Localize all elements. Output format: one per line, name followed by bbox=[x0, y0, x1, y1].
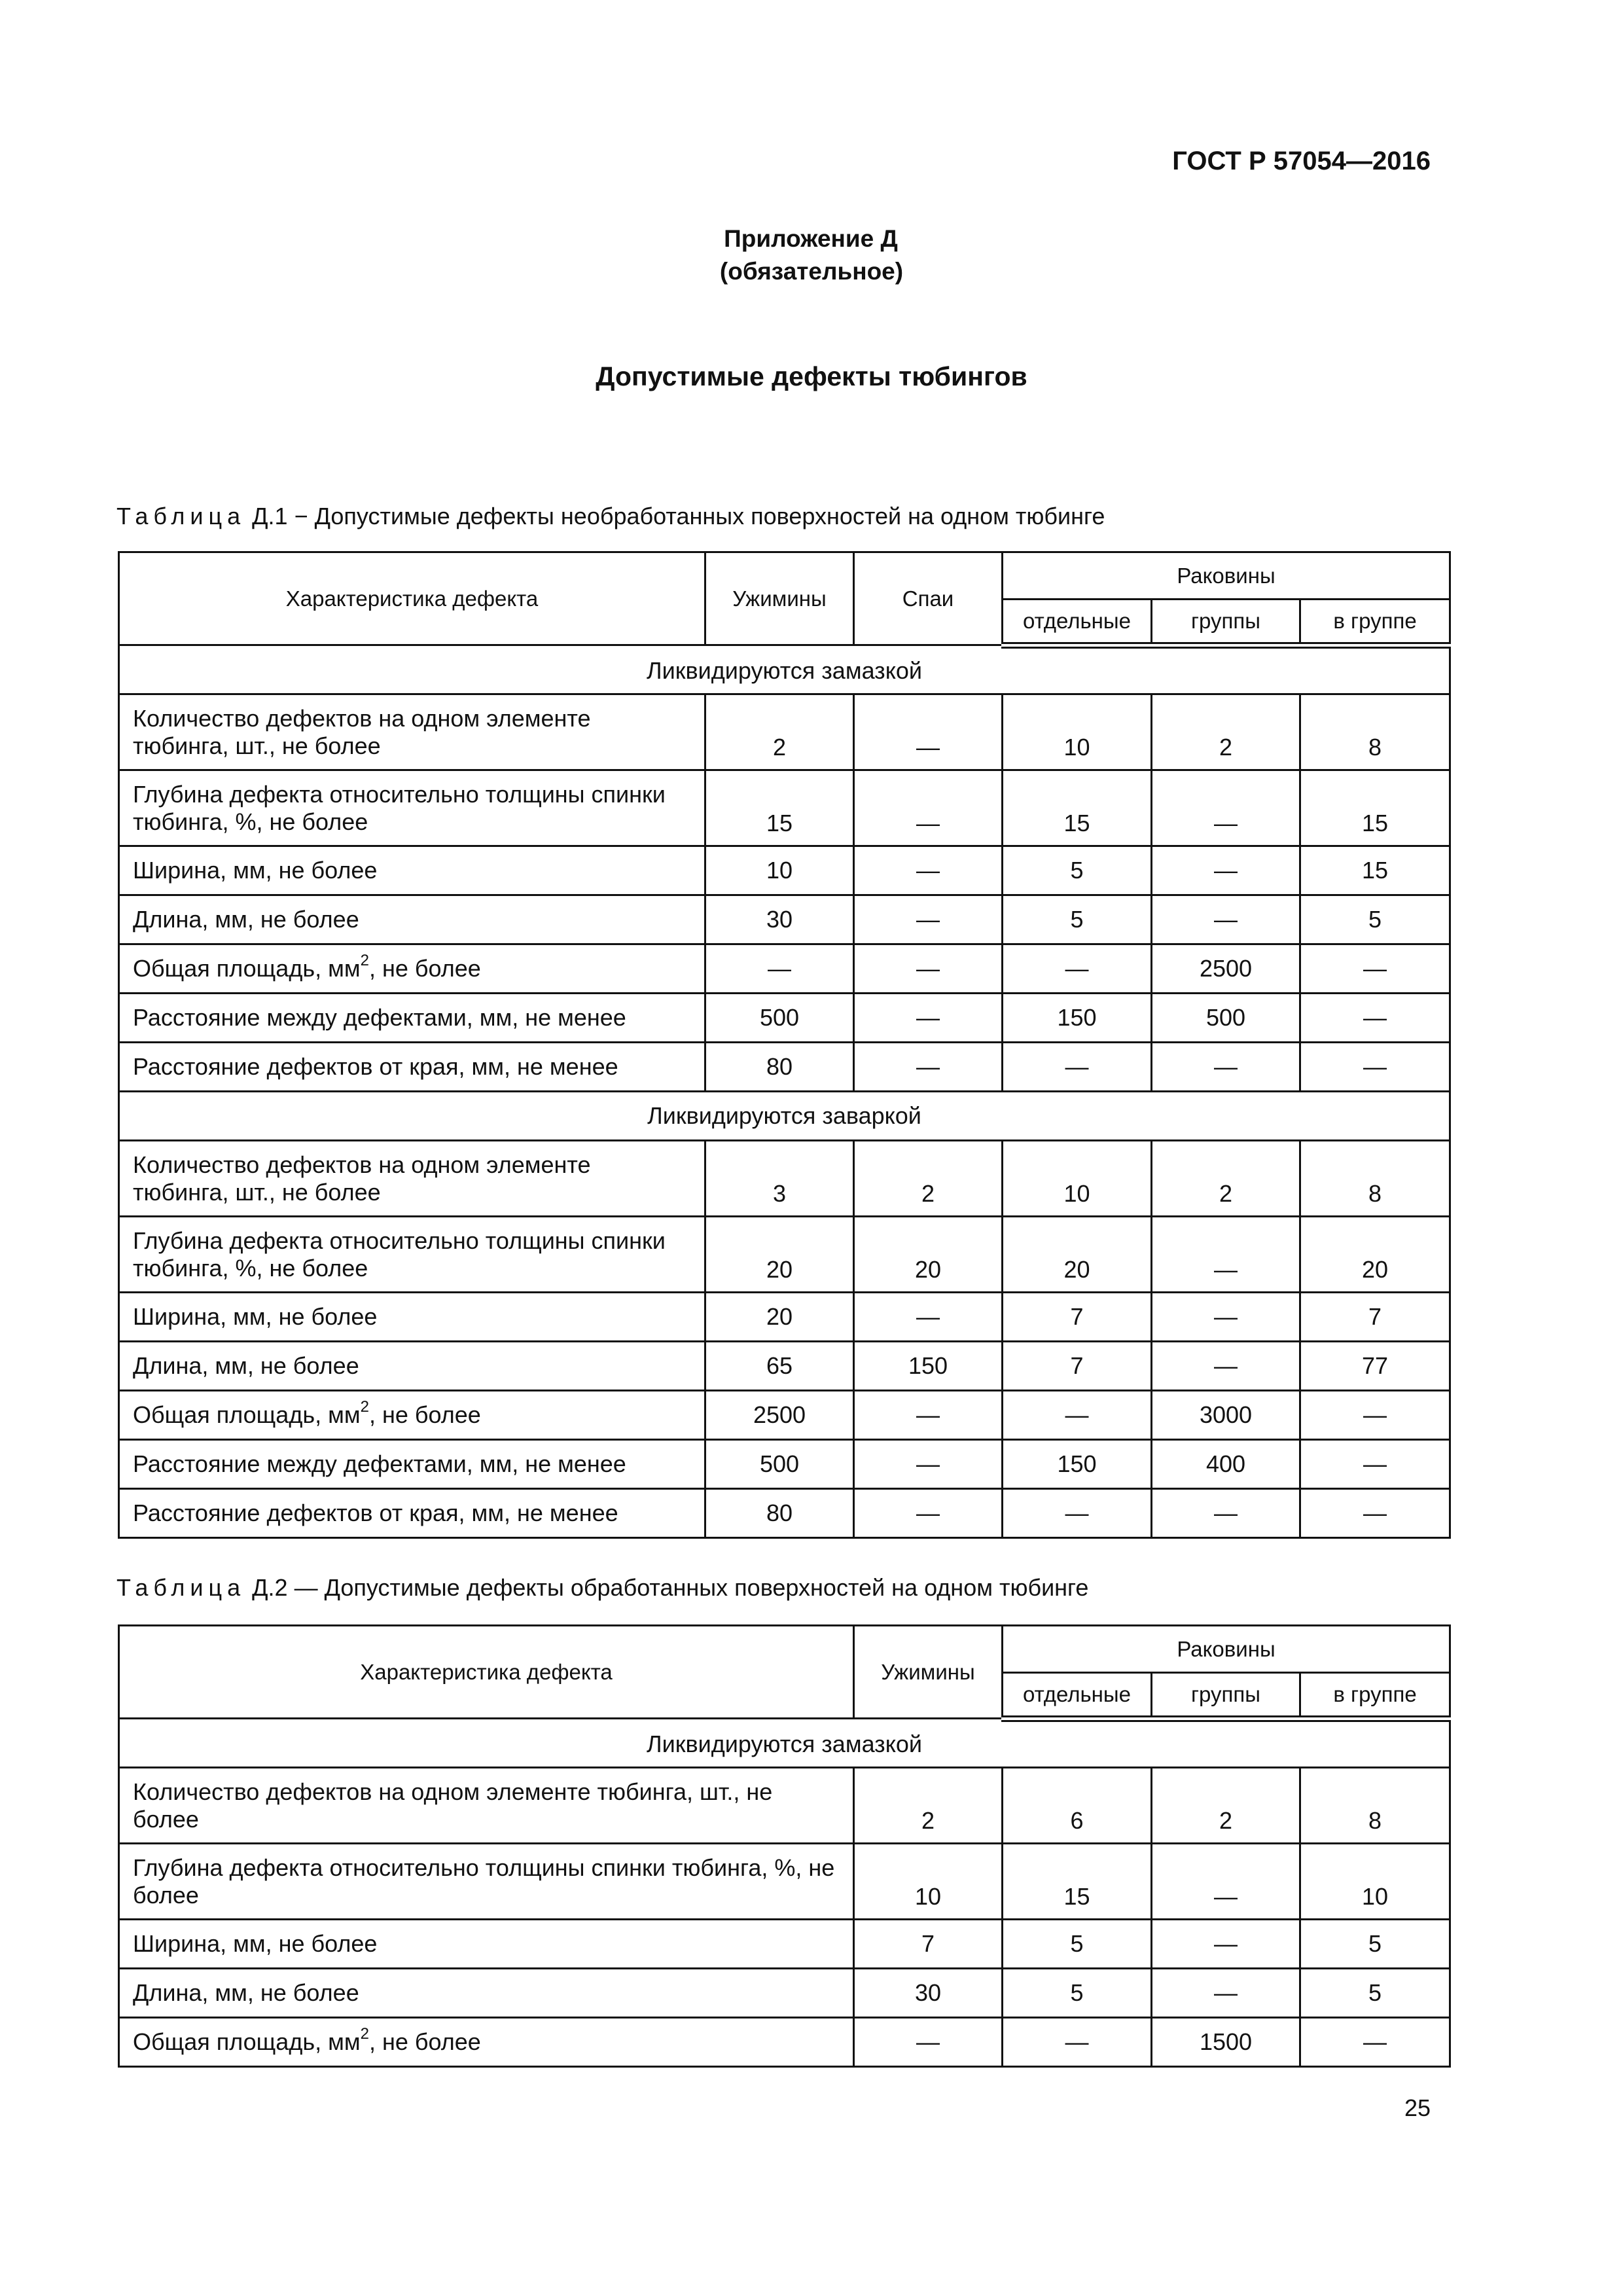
table-row: Ширина, мм, не более 10 — 5 — 15 bbox=[119, 846, 1450, 895]
table-row: Количество дефектов на одном элементе тюбинга, шт., не более 2 — 10 2 8 bbox=[119, 694, 1450, 770]
page-number: 25 bbox=[1404, 2094, 1431, 2121]
table2-header-rakoviny: Раковины bbox=[1003, 1626, 1450, 1673]
table2-header-uzhiminy: Ужимины bbox=[854, 1626, 1003, 1719]
appendix-title: Приложение Д bbox=[724, 225, 898, 252]
table-row: Расстояние дефектов от края, мм, не менее 80 — — — — bbox=[119, 1043, 1450, 1092]
table1-header-uzhiminy: Ужимины bbox=[705, 552, 854, 645]
table2 bbox=[118, 1624, 1451, 2068]
table1-section-filling: Ликвидируются замазкой bbox=[119, 645, 1450, 694]
table2-section-filling: Ликвидируются замазкой bbox=[119, 1719, 1450, 1768]
table-row: Общая площадь, $мм^2$, не более — — — 2500 — bbox=[119, 944, 1450, 994]
table1-header-separate: отдельные bbox=[1003, 600, 1152, 645]
table1-header-rakoviny: Раковины bbox=[1003, 552, 1450, 600]
table-row: Расстояние дефектов от края, мм, не менее 80 — — — — bbox=[119, 1489, 1450, 1538]
table-row: Расстояние между дефектами, мм, не менее 500 — 150 400 — bbox=[119, 1440, 1450, 1489]
table2-caption-prefix: Таблица bbox=[116, 1574, 246, 1601]
section-title: Допустимые дефекты тюбингов bbox=[596, 361, 1027, 391]
table-row: Ширина, мм, не более 20 — 7 — 7 bbox=[119, 1293, 1450, 1342]
standard-designation: ГОСТ Р 57054—2016 bbox=[1172, 147, 1431, 175]
table2-header-separate: отдельные bbox=[1003, 1673, 1152, 1719]
table2-caption-text: Д.2 — Допустимые дефекты обработанных поверхностей на одном тюбинге bbox=[245, 1574, 1089, 1601]
table1-caption bbox=[116, 503, 1105, 530]
table1-header-in-group: в группе bbox=[1300, 600, 1450, 645]
table-row: Длина, мм, не более 30 5 — 5 bbox=[119, 1969, 1450, 2018]
table1-header-spai: Спаи bbox=[854, 552, 1003, 645]
table2-header-groups: группы bbox=[1152, 1673, 1300, 1719]
table-row: Количество дефектов на одном элементе тюбинга, шт., не более 2 6 2 8 bbox=[119, 1768, 1450, 1844]
table-row: Глубина дефекта относительно толщины спинки тюбинга, %, не более 20 20 20 — 20 bbox=[119, 1217, 1450, 1293]
appendix-status: (обязательное) bbox=[719, 258, 904, 285]
table-row: Глубина дефекта относительно толщины спинки тюбинга, %, не более 10 15 — 10 bbox=[119, 1844, 1450, 1920]
table2-caption bbox=[116, 1574, 1088, 1602]
table-row: Расстояние между дефектами, мм, не менее 500 — 150 500 — bbox=[119, 994, 1450, 1043]
table1-header-groups: группы bbox=[1152, 600, 1300, 645]
table-row: Количество дефектов на одном элементе тюбинга, шт., не более 3 2 10 2 8 bbox=[119, 1141, 1450, 1217]
table-row: Ширина, мм, не более 7 5 — 5 bbox=[119, 1920, 1450, 1969]
table-row: Длина, мм, не более 30 — 5 — 5 bbox=[119, 895, 1450, 944]
appendix-heading bbox=[0, 223, 1623, 288]
table2-header-characteristic: Характеристика дефекта bbox=[119, 1626, 854, 1719]
table1-header-characteristic: Характеристика дефекта bbox=[119, 552, 705, 645]
table-row: Общая площадь, $мм^2$, не более 2500 — — 3000 — bbox=[119, 1391, 1450, 1440]
table1-caption-prefix: Таблица bbox=[116, 503, 246, 529]
table-row: Длина, мм, не более 65 150 7 — 77 bbox=[119, 1342, 1450, 1391]
table1-section-welding: Ликвидируются заваркой bbox=[119, 1092, 1450, 1141]
table1 bbox=[118, 551, 1451, 1539]
table2-header-in-group: в группе bbox=[1300, 1673, 1450, 1719]
table1-caption-text: Д.1 − Допустимые дефекты необработанных поверхностей на одном тюбинге bbox=[245, 503, 1105, 529]
table-row: Глубина дефекта относительно толщины спинки тюбинга, %, не более 15 — 15 — 15 bbox=[119, 770, 1450, 846]
table-row: Общая площадь, $мм^2$, не более — — 1500 — bbox=[119, 2018, 1450, 2067]
